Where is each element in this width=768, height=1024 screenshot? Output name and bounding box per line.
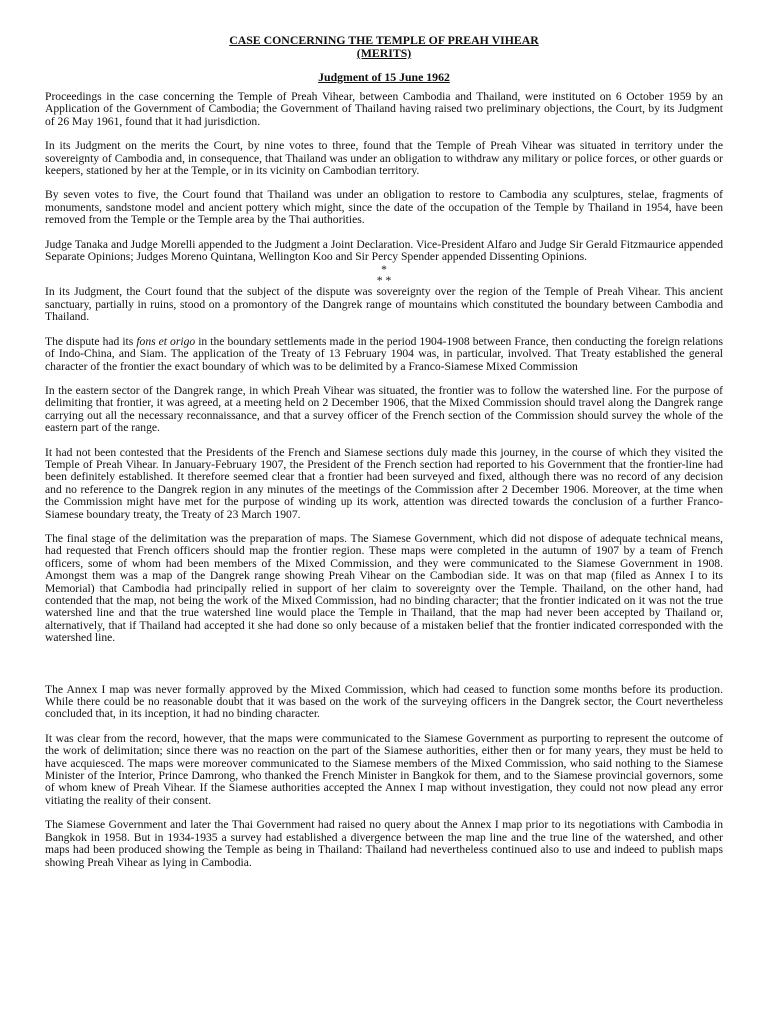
section-separator-bottom: * * (376, 274, 392, 288)
judgment-date: Judgment of 15 June 1962 (318, 70, 450, 84)
paragraph-11: It was clear from the record, however, that the maps were communicated to the Siamese Government as purporting to represent the outcome of the work of delimitation; since there was no reaction on the part of the Siamese authorities, either then or for many years, they must be held to have acquiesced. The maps were moreover communicated to the Siamese members of the Mixed Commission, who said nothing to the Siamese Minister of the Interior, Prince Damrong, who thanked the French Minister in Bangkok for them, and to the Siamese provincial governors, some of whom knew of Preah Vihear. If the Siamese authorities accepted the Annex I map without investigation, they could not now plead any error vitiating the reality of their consent. (45, 731, 723, 807)
blank-spacer (45, 657, 723, 684)
paragraph-5: In its Judgment, the Court found that the subject of the dispute was sovereignty over the region of the Temple of Preah Vihear. This ancient sanctuary, partially in ruins, stood on a promontory of the Dangrek range of mountains which constituted the boundary between Cambodia and Thailand. (45, 285, 723, 324)
paragraph-1: Proceedings in the case concerning the Temple of Preah Vihear, between Cambodia and Thailand, were instituted on 6 October 1959 by an Application of the Government of Cambodia; the Government of Thailand having raised two preliminary objections, the Court, by its Judgment of 26 May 1961, found that it had jurisdiction. (45, 90, 723, 128)
paragraph-6-latin-phrase: fons et origo (136, 334, 196, 348)
paragraph-6 (45, 336, 723, 373)
section-separator-top: * (381, 263, 387, 277)
document-subtitle: (MERITS) (356, 46, 412, 60)
paragraph-7: In the eastern sector of the Dangrek range, in which Preah Vihear was situated, the frontier was to follow the watershed line. For the purpose of delimiting that frontier, it was agreed, at a meeting held on 2 December 1906, that the Mixed Commission should travel along the Dangrek range carrying out all the necessary reconnaissance, and that a survey officer of the French section of the Commission should survey the whole of the eastern part of the range. (45, 383, 723, 435)
paragraph-8: It had not been contested that the Presidents of the French and Siamese sections duly made this journey, in the course of which they visited the Temple of Preah Vihear. In January-February 1907, the President of the French section had reported to his Government that the frontier-line had been definitely established. It therefore seemed clear that a frontier had been surveyed and fixed, although there was no record of any decision and no reference to the Dangrek region in any minutes of the meetings of the Commission after 2 December 1906. Moreover, at the time when the Commission might have met for the purpose of winding up its work, attention was directed towards the conclusion of a further Franco-Siamese boundary treaty, the Treaty of 23 March 1907. (45, 445, 723, 521)
paragraph-6-start: The dispute had its (45, 334, 137, 348)
paragraph-9: The final stage of the delimitation was the preparation of maps. The Siamese Government, which did not dispose of adequate technical means, had requested that French officers should map the frontier region. These maps were completed in the autumn of 1907 by a team of French officers, some of whom had been members of the Mixed Commission, and they were communicated to the Siamese Government in 1908. Amongst them was a map of the Dangrek range showing Preah Vihear on the Cambodian side. It was on that map (filed as Annex I to its Memorial) that Cambodia had principally relied in support of her claim to sovereignty over the Temple. Thailand, on the other hand, had contended that the map, not being the work of the Mixed Commission, had no binding character; that the frontier indicated on it was not the true watershed line and that the true watershed line would place the Temple in Thailand, that the map had never been accepted by Thailand or, alternatively, that if Thailand had accepted it she had done so only because of a mistaken belief that the frontier indicated corresponded with the watershed line. (45, 531, 723, 645)
paragraph-10: The Annex I map was never formally approved by the Mixed Commission, which had ceased to function some months before its production. While there could be no reasonable doubt that it was based on the work of the surveying officers in the Dangrek sector, the Court nevertheless concluded that, in its inception, it had no binding character. (45, 682, 723, 721)
paragraph-6-end: in the boundary settlements made in the period 1904-1908 between France, then conducting the foreign relations of Indo-China, and Siam. The application of the Treaty of 13 February 1904 was, in particular, involved. That Treaty established the general character of the frontier the exact boundary of which was to be delimited by a Franco-Siamese Mixed Commission (45, 334, 723, 373)
paragraph-3: By seven votes to five, the Court found that Thailand was under an obligation to restore to Cambodia any sculptures, stelae, fragments of monuments, sandstone model and ancient pottery which might, since the date of the occupation of the Temple by Thailand in 1954, have been removed from the Temple or the Temple area by the Thai authorities. (45, 188, 723, 227)
document-title: CASE CONCERNING THE TEMPLE OF PREAH VIHEAR (229, 33, 539, 47)
paragraph-12: The Siamese Government and later the Thai Government had raised no query about the Annex I map prior to its negotiations with Cambodia in Bangkok in 1958. But in 1934-1935 a survey had established a divergence between the map line and the true line of the watershed, and other maps had been produced showing the Temple as being in Thailand: Thailand had nevertheless continued also to use and indeed to publish maps showing Preah Vihear as lying in Cambodia. (45, 818, 723, 869)
paragraph-4: Judge Tanaka and Judge Morelli appended to the Judgment a Joint Declaration. Vice-President Alfaro and Judge Sir Gerald Fitzmaurice appended Separate Opinions; Judges Moreno Quintana, Wellington Koo and Sir Percy Spender appended Dissenting Opinions. (45, 237, 723, 264)
paragraph-2: In its Judgment on the merits the Court, by nine votes to three, found that the Temple of Preah Vihear was situated in territory under the sovereignty of Cambodia and, in consequence, that Thailand was under an obligation to withdraw any military or police forces, or other guards or keepers, stationed by her at the Temple, or in its vicinity on Cambodian territory. (45, 139, 723, 178)
